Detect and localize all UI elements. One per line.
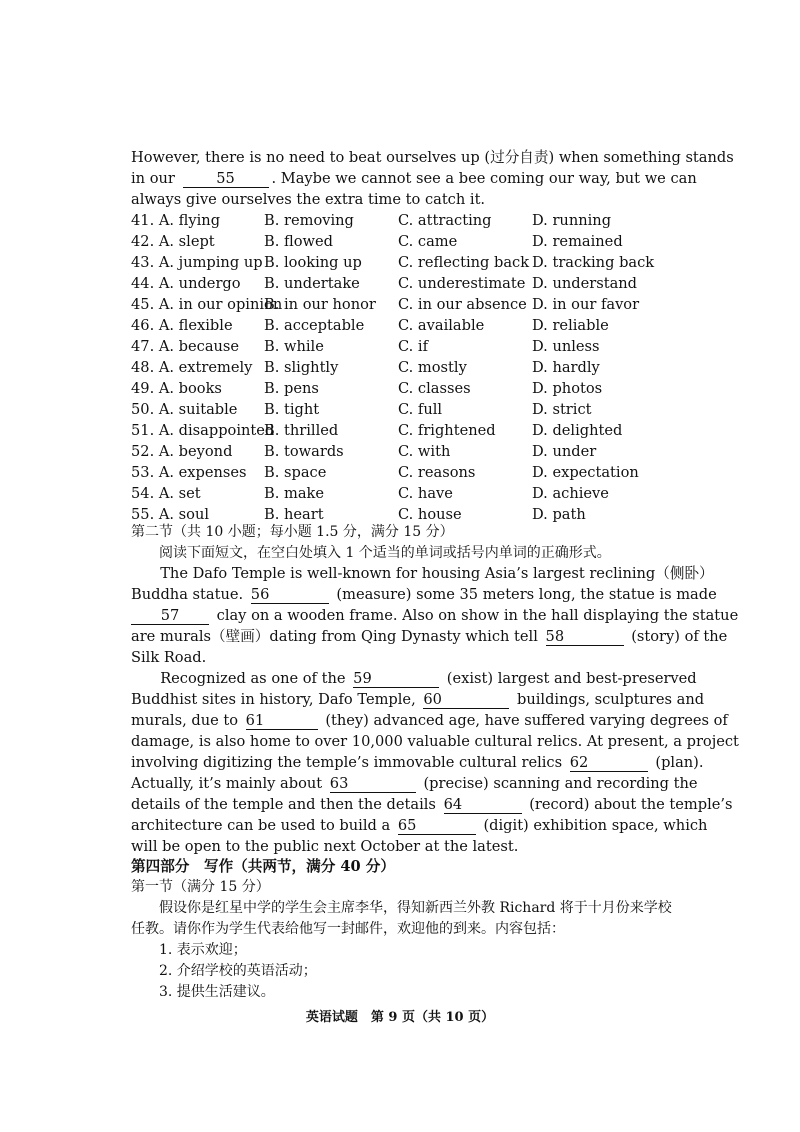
- option-row: [131, 463, 671, 483]
- option-b: B. space: [264, 464, 327, 481]
- option-b: B. towards: [264, 443, 344, 460]
- option-c: C. came: [398, 233, 458, 250]
- option-row: [131, 421, 671, 441]
- answer-blank-59: 59: [353, 670, 439, 688]
- option-b: B. heart: [264, 506, 324, 523]
- option-c: C. attracting: [398, 212, 492, 229]
- text: Actually, it’s mainly about: [131, 775, 323, 792]
- text: (plan).: [655, 754, 704, 771]
- option-row: [131, 400, 671, 420]
- option-b: B. acceptable: [264, 317, 365, 334]
- option-c: C. reasons: [398, 464, 476, 481]
- text: (precise) scanning and recording the: [423, 775, 698, 792]
- text: (they) advanced age, have suffered varying degrees of: [325, 712, 728, 729]
- text: details of the temple and then the details: [131, 796, 436, 813]
- answer-blank-64: 64: [444, 796, 522, 814]
- option-row: [131, 379, 671, 399]
- option-d: D. photos: [532, 380, 603, 397]
- option-c: C. classes: [398, 380, 471, 397]
- option-d: D. in our favor: [532, 296, 640, 313]
- text: (digit) exhibition space, which: [483, 817, 708, 834]
- passage-line: [131, 753, 704, 773]
- option-b: B. pens: [264, 380, 319, 397]
- option-b: B. tight: [264, 401, 320, 418]
- instruction: 阅读下面短文，在空白处填入 1 个适当的单词或括号内单词的正确形式。: [159, 545, 611, 561]
- text: clay on a wooden frame. Also on show in the hall displaying the statue: [216, 607, 739, 624]
- option-c: C. frightened: [398, 422, 496, 439]
- section-heading: 第一节（满分 15 分）: [131, 879, 270, 895]
- answer-blank-62: 62: [570, 754, 648, 772]
- option-c: C. mostly: [398, 359, 467, 376]
- option-a: 51. A. disappointed: [131, 422, 275, 439]
- option-d: D. delighted: [532, 422, 623, 439]
- option-row: [131, 358, 671, 378]
- text: Buddha statue.: [131, 586, 244, 603]
- option-d: D. reliable: [532, 317, 609, 334]
- answer-blank-55: 55: [183, 170, 269, 188]
- option-b: B. undertake: [264, 275, 360, 292]
- passage-line: damage, is also home to over 10,000 valuable cultural relics. At present, a project: [131, 733, 739, 750]
- option-c: C. in our absence: [398, 296, 527, 313]
- answer-blank-56: 56: [251, 586, 329, 604]
- task-line: 任教。请你作为学生代表给他写一封邮件，欢迎他的到来。内容包括：: [131, 921, 565, 937]
- option-a: 53. A. expenses: [131, 464, 247, 481]
- option-c: C. underestimate: [398, 275, 526, 292]
- text: buildings, sculptures and: [517, 691, 705, 708]
- task-line: 假设你是红星中学的学生会主席李华，得知新西兰外教 Richard 将于十月份来学校: [159, 900, 672, 916]
- option-b: B. thrilled: [264, 422, 339, 439]
- option-a: 49. A. books: [131, 380, 222, 397]
- option-d: D. understand: [532, 275, 638, 292]
- passage-line: [131, 816, 708, 836]
- passage-line: [131, 795, 733, 815]
- option-b: B. flowed: [264, 233, 333, 250]
- option-a: 48. A. extremely: [131, 359, 253, 376]
- option-d: D. under: [532, 443, 597, 460]
- task-item: 2. 介绍学校的英语活动；: [159, 963, 317, 979]
- option-a: 50. A. suitable: [131, 401, 238, 418]
- option-row: [131, 253, 671, 273]
- option-row: [131, 337, 671, 357]
- option-c: C. available: [398, 317, 485, 334]
- option-b: B. looking up: [264, 254, 362, 271]
- answer-blank-58: 58: [546, 628, 624, 646]
- text: are murals（壁画）dating from Qing Dynasty which tell: [131, 628, 538, 645]
- option-d: D. path: [532, 506, 586, 523]
- option-b: B. make: [264, 485, 325, 502]
- option-d: D. unless: [532, 338, 600, 355]
- option-row: [131, 316, 671, 336]
- passage-line: [131, 627, 728, 647]
- option-a: 54. A. set: [131, 485, 201, 502]
- passage-line: [131, 711, 728, 731]
- option-c: C. reflecting back: [398, 254, 530, 271]
- text: Recognized as one of the: [160, 670, 346, 687]
- option-c: C. if: [398, 338, 428, 355]
- option-a: 42. A. slept: [131, 233, 215, 250]
- text: . Maybe we cannot see a bee coming our way, but we can: [271, 170, 697, 187]
- option-c: C. house: [398, 506, 462, 523]
- passage-line: will be open to the public next October at the latest.: [131, 838, 519, 855]
- answer-blank-60: 60: [423, 691, 509, 709]
- option-row: [131, 232, 671, 252]
- answer-blank-65: 65: [398, 817, 476, 835]
- task-item: 3. 提供生活建议。: [159, 984, 275, 1000]
- text: murals, due to: [131, 712, 239, 729]
- passage-line: Silk Road.: [131, 649, 207, 666]
- passage-line: [131, 606, 739, 626]
- option-d: D. strict: [532, 401, 592, 418]
- text: Buddhist sites in history, Dafo Temple,: [131, 691, 416, 708]
- text: (record) about the temple’s: [529, 796, 733, 813]
- text: (story) of the: [631, 628, 728, 645]
- option-a: 52. A. beyond: [131, 443, 233, 460]
- option-c: C. with: [398, 443, 451, 460]
- passage-line: [131, 169, 697, 189]
- option-c: C. have: [398, 485, 453, 502]
- passage-line: The Dafo Temple is well-known for housing Asia’s largest reclining（侧卧）: [160, 565, 714, 582]
- option-b: B. in our honor: [264, 296, 376, 313]
- option-d: D. achieve: [532, 485, 609, 502]
- section-heading: 第二节（共 10 小题；每小题 1.5 分，满分 15 分）: [131, 524, 454, 540]
- option-a: 44. A. undergo: [131, 275, 241, 292]
- option-row: [131, 211, 671, 231]
- option-row: [131, 295, 671, 315]
- option-row: [131, 274, 671, 294]
- option-b: B. slightly: [264, 359, 339, 376]
- option-row: [131, 442, 671, 462]
- text: in our: [131, 170, 175, 187]
- option-b: B. removing: [264, 212, 354, 229]
- text: (measure) some 35 meters long, the statue is made: [336, 586, 717, 603]
- passage-line: [131, 774, 698, 794]
- option-d: D. remained: [532, 233, 623, 250]
- answer-blank-57: 57: [131, 607, 209, 625]
- option-a: 55. A. soul: [131, 506, 210, 523]
- option-c: C. full: [398, 401, 443, 418]
- option-row: [131, 484, 671, 504]
- answer-blank-63: 63: [330, 775, 416, 793]
- option-d: D. expectation: [532, 464, 639, 481]
- passage-line: [131, 690, 705, 710]
- option-b: B. while: [264, 338, 324, 355]
- option-a: 41. A. flying: [131, 212, 221, 229]
- task-item: 1. 表示欢迎；: [159, 942, 247, 958]
- option-a: 47. A. because: [131, 338, 240, 355]
- text: architecture can be used to build a: [131, 817, 391, 834]
- passage-line: [131, 585, 717, 605]
- option-a: 46. A. flexible: [131, 317, 233, 334]
- text: (exist) largest and best-preserved: [446, 670, 697, 687]
- option-d: D. running: [532, 212, 612, 229]
- option-d: D. tracking back: [532, 254, 655, 271]
- option-a: 45. A. in our opinion: [131, 296, 283, 313]
- part-heading: 第四部分 写作（共两节，满分 40 分）: [131, 858, 395, 875]
- text: involving digitizing the temple’s immovable cultural relics: [131, 754, 563, 771]
- passage-line: However, there is no need to beat ourselves up (过分自责) when something stands: [131, 149, 734, 166]
- option-d: D. hardly: [532, 359, 600, 376]
- passage-line: always give ourselves the extra time to catch it.: [131, 191, 486, 208]
- page-footer: 英语试题 第 9 页（共 10 页）: [305, 1010, 495, 1025]
- passage-line: [131, 669, 697, 689]
- answer-blank-61: 61: [246, 712, 318, 730]
- option-a: 43. A. jumping up: [131, 254, 263, 271]
